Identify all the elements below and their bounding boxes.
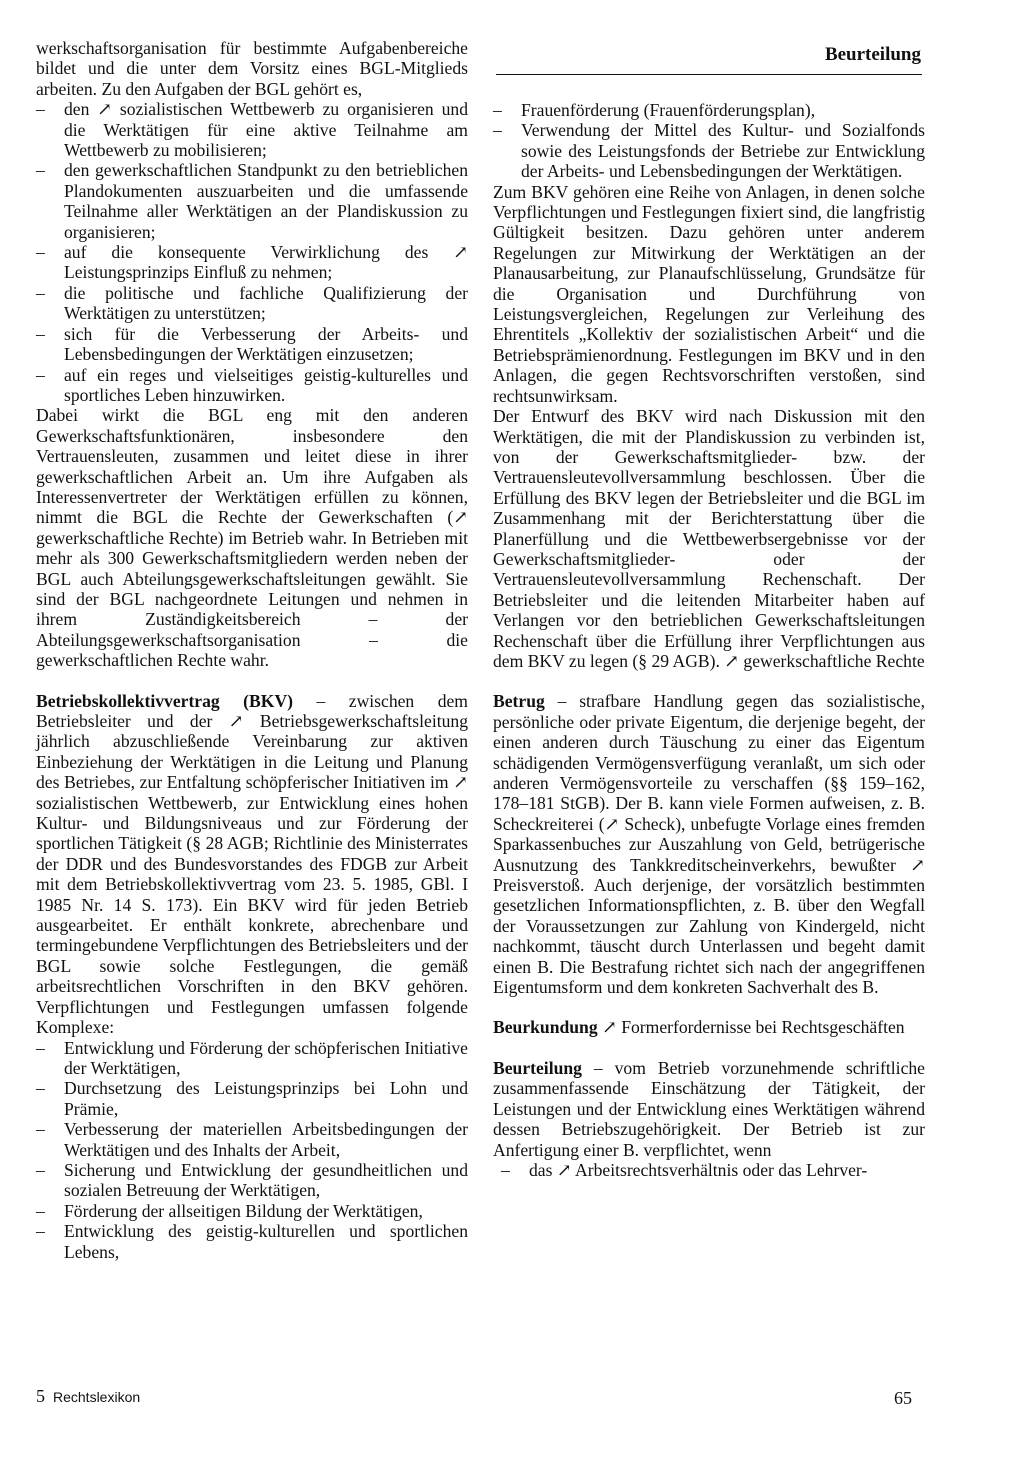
entry-text: – zwischen dem Betriebsleiter und der ↗ Betriebsgewerkschaftsleitung jährlich abzuschließende Vereinbarung zur aktiven Einbeziehung der Werktätigen in die Leitung und Planung des Betriebes, zur Entfaltung schöpferischer Initiativen im ↗ sozialistischen Wettbewerb, zur Entwicklung eines hohen Kultur- und Bildungsniveaus und zur Förderung der sportlichen Tätigkeit (§ 28 AGB; Richtlinie des Ministerrates der DDR und des Bundesvorstandes des FDGB zur Arbeit mit dem Betriebskollektivvertrag vom 23. 5. 1985, GBl. I 1985 Nr. 14 S. 173). Ein BKV wird für jeden Betrieb ausgearbeitet. Er enthält konkrete, abrechenbare und termingebundene Verpflichtungen des Betriebsleiters und der BGL sowie solche Festlegungen, die gemäß arbeitsrechtlichen Vorschriften in den BKV gehören. Verpflichtungen und Festlegungen umfassen folgende Komplexe: <box>36 690 468 1038</box>
running-header: Beurteilung <box>824 44 921 65</box>
entry-text: – strafbare Handlung gegen das sozialistische, persönliche oder private Eigentum, die derjenige begeht, der einen anderen durch Täuschung zu einer das Eigentum schädigenden Vermögensverfügung veranlaßt, um sich oder anderen Vermögensvorteile zu verschaffen (§§ 159–162, 178–181 StGB). Der B. kann viele Formen aufweisen, z. B. Scheckreiterei (↗ Scheck), unbefugte Vorlage eines fremden Sparkassenbuches zur Auszahlung von Geld, betrügerische Ausnutzung des Tankkreditscheinverkehrs, bewußter ↗ Preisverstoß. Auch derjenige, der vorsätzlich bestimmten gesetzlichen Informationspflichten, z. B. über den Wegfall der Voraussetzungen zur Zahlung von Kindergeld, nicht nachkommt, täuscht durch Unterlassen und begeht damit einen B. Die Bestrafung richtet sich nach der angegriffenen Eigentumsform und dem konkreten Sachverhalt des B. <box>493 691 925 998</box>
entry-beurkundung <box>493 1017 925 1037</box>
entry-gap <box>493 997 925 1017</box>
list-item: – Entwicklung des geistig-kulturellen und sportlichen Lebens, <box>36 1221 468 1262</box>
section-number: 5 <box>36 1386 45 1406</box>
bkv-complex-list-continued <box>493 100 925 182</box>
paragraph-bgl-continued: werkschaftsorganisation für bestimmte Aufgabenbereiche bildet und die unter dem Vorsitz eines BGL-Mitglieds arbeiten. Zu den Aufgaben der BGL gehört es, <box>36 38 468 99</box>
left-column <box>36 38 468 1262</box>
section-label: Rechtslexikon <box>53 1389 141 1405</box>
entry-gap <box>493 1038 925 1058</box>
paragraph-bkv-annexes: Zum BKV gehören eine Reihe von Anlagen, in denen solche Verpflichtungen und Festlegungen fixiert sind, die langfristig Gültigkeit besitzen. Dazu gehören unter anderem Regelungen zur Mitwirkung der Werktätigen an der Planausarbeitung, zur Planaufschlüsselung, Grundsätze für die Organisation und Durchführung von Leistungsvergleichen, Regelungen zur Verleihung des Ehrentitels „Kollektiv der sozialistischen Arbeit“ und die Betriebsprämienordnung. Festlegungen im BKV und in den Anlagen, die gegen Rechtsvorschriften verstoßen, sind rechtsunwirksam. <box>493 181 925 406</box>
beurteilung-list <box>493 1160 925 1180</box>
list-item: – Sicherung und Entwicklung der gesundheitlichen und sozialen Betreuung der Werktätigen, <box>36 1159 468 1201</box>
entry-betriebskollektivvertrag <box>36 691 468 1038</box>
entry-lemma: Betrug <box>493 691 545 712</box>
header-rule <box>496 74 922 75</box>
entry-text: – vom Betrieb vorzunehmende schriftliche zusammenfassende Einschätzung der Tätigkeit, der Leistungen und der Entwicklung eines Werktätigen während dessen Betriebszugehörigkeit. Der Betrieb ist zur Anfertigung einer B. verpflichtet, wenn <box>493 1057 925 1160</box>
entry-lemma: Betriebskollektivvertrag (BKV) <box>36 690 294 711</box>
dash: – <box>36 323 45 344</box>
list-item: – die politische und fachliche Qualifizierung der Werktätigen zu unterstützen; <box>36 282 468 324</box>
page-number: 65 <box>894 1388 912 1408</box>
dash: – <box>36 99 45 120</box>
list-item: – Verbesserung der materiellen Arbeitsbedingungen der Werktätigen und des Inhalts der Arbeit, <box>36 1119 468 1160</box>
list-item: – den ↗ sozialistischen Wettbewerb zu organisieren und die Werktätigen für eine aktive Teilnahme am Wettbewerb zu mobilisieren; <box>36 99 468 161</box>
dash: – <box>36 364 45 385</box>
dash: – <box>36 282 45 303</box>
entry-lemma: Beurteilung <box>493 1057 582 1078</box>
dash: – <box>36 1159 45 1180</box>
dash: – <box>36 242 45 263</box>
list-item: – Frauenförderung (Frauenförderungsplan), <box>493 100 816 120</box>
list-item: – sich für die Verbesserung der Arbeits- und Lebensbedingungen der Werktätigen einzusetzen; <box>36 323 468 365</box>
entry-lemma: Beurkundung <box>493 1017 598 1038</box>
dash: – <box>493 120 502 141</box>
list-item: – auf die konsequente Verwirklichung des ↗ Leistungsprinzips Einfluß zu nehmen; <box>36 242 468 283</box>
footer-section <box>36 1386 140 1407</box>
list-item: – Förderung der allseitigen Bildung der Werktätigen, <box>36 1200 423 1221</box>
dash: – <box>36 1119 45 1140</box>
paragraph-bkv-draft: Der Entwurf des BKV wird nach Diskussion mit den Werktätigen, die mit der Plandiskussion zu verbinden ist, von der Gewerkschaftsmitglieder- bzw. der Vertrauensleutevollversammlung beschlossen. Über die Erfüllung des BKV legen der Betriebsleiter und die BGL im Zusammenhang mit der Berichterstattung über die Planerfüllung und die Wettbewerbsergebnisse vor der Gewerkschaftsmitglieder- oder der Vertrauensleutevollversammlung Rechenschaft. Der Betriebsleiter und die leitenden Mitarbeiter haben auf Verlangen vor den betrieblichen Gewerkschaftsleitungen Rechenschaft über die Erfüllung ihrer Verpflichtungen aus dem BKV zu legen (§ 29 AGB). ↗ gewerkschaftliche Rechte <box>493 406 925 671</box>
right-column <box>493 100 925 1180</box>
entry-gap <box>493 671 925 691</box>
entry-text: ↗ Formerfordernisse bei Rechtsgeschäften <box>602 1017 905 1038</box>
entry-beurteilung <box>493 1058 925 1160</box>
list-item: – Verwendung der Mittel des Kultur- und Sozialfonds sowie des Leistungsfonds der Betriebe zur Entwicklung der Arbeits- und Lebensbedingungen der Werktätigen. <box>493 120 925 182</box>
list-item: – das ↗ Arbeitsrechtsverhältnis oder das Lehrver- <box>501 1159 868 1180</box>
list-item: – Entwicklung und Förderung der schöpferischen Initiative der Werktätigen, <box>36 1037 468 1078</box>
dash: – <box>36 160 45 181</box>
dash: – <box>493 100 502 120</box>
list-item: – auf ein reges und vielseitiges geistig-kulturelles und sportliches Leben hinzuwirken. <box>36 364 468 405</box>
list-item: – Durchsetzung des Leistungsprinzips bei Lohn und Prämie, <box>36 1078 468 1119</box>
dash: – <box>36 1221 45 1242</box>
bkv-complex-list <box>36 1038 468 1262</box>
entry-betrug <box>493 691 925 997</box>
bgl-task-list <box>36 99 468 405</box>
list-item: – den gewerkschaftlichen Standpunkt zu den betrieblichen Plandokumenten auszuarbeiten und die umfassende Teilnahme aller Werktätigen an der Plandiskussion zu organisieren; <box>36 160 468 242</box>
dash: – <box>36 1200 45 1221</box>
paragraph-bgl-cooperation: Dabei wirkt die BGL eng mit den anderen Gewerkschaftsfunktionären, insbesondere den Vertrauensleuten, zusammen und leitet diese in ihrer gewerkschaftlichen Arbeit an. Um ihre Aufgaben als Interessenvertreter der Werktätigen erfüllen zu können, nimmt die BGL die Rechte der Gewerkschaften (↗ gewerkschaftliche Rechte) im Betrieb wahr. In Betrieben mit mehr als 300 Gewerkschaftsmitgliedern werden neben der BGL auch Abteilungsgewerkschaftsleitungen gewählt. Sie sind der BGL nachgeordnete Leitungen und nehmen in ihrem Zuständigkeitsbereich – der Abteilungsgewerkschaftsorganisation – die gewerkschaftlichen Rechte wahr. <box>36 405 468 671</box>
dash: – <box>36 1078 45 1099</box>
dash: – <box>36 1037 45 1058</box>
entry-gap <box>36 671 468 691</box>
dash: – <box>501 1159 510 1180</box>
